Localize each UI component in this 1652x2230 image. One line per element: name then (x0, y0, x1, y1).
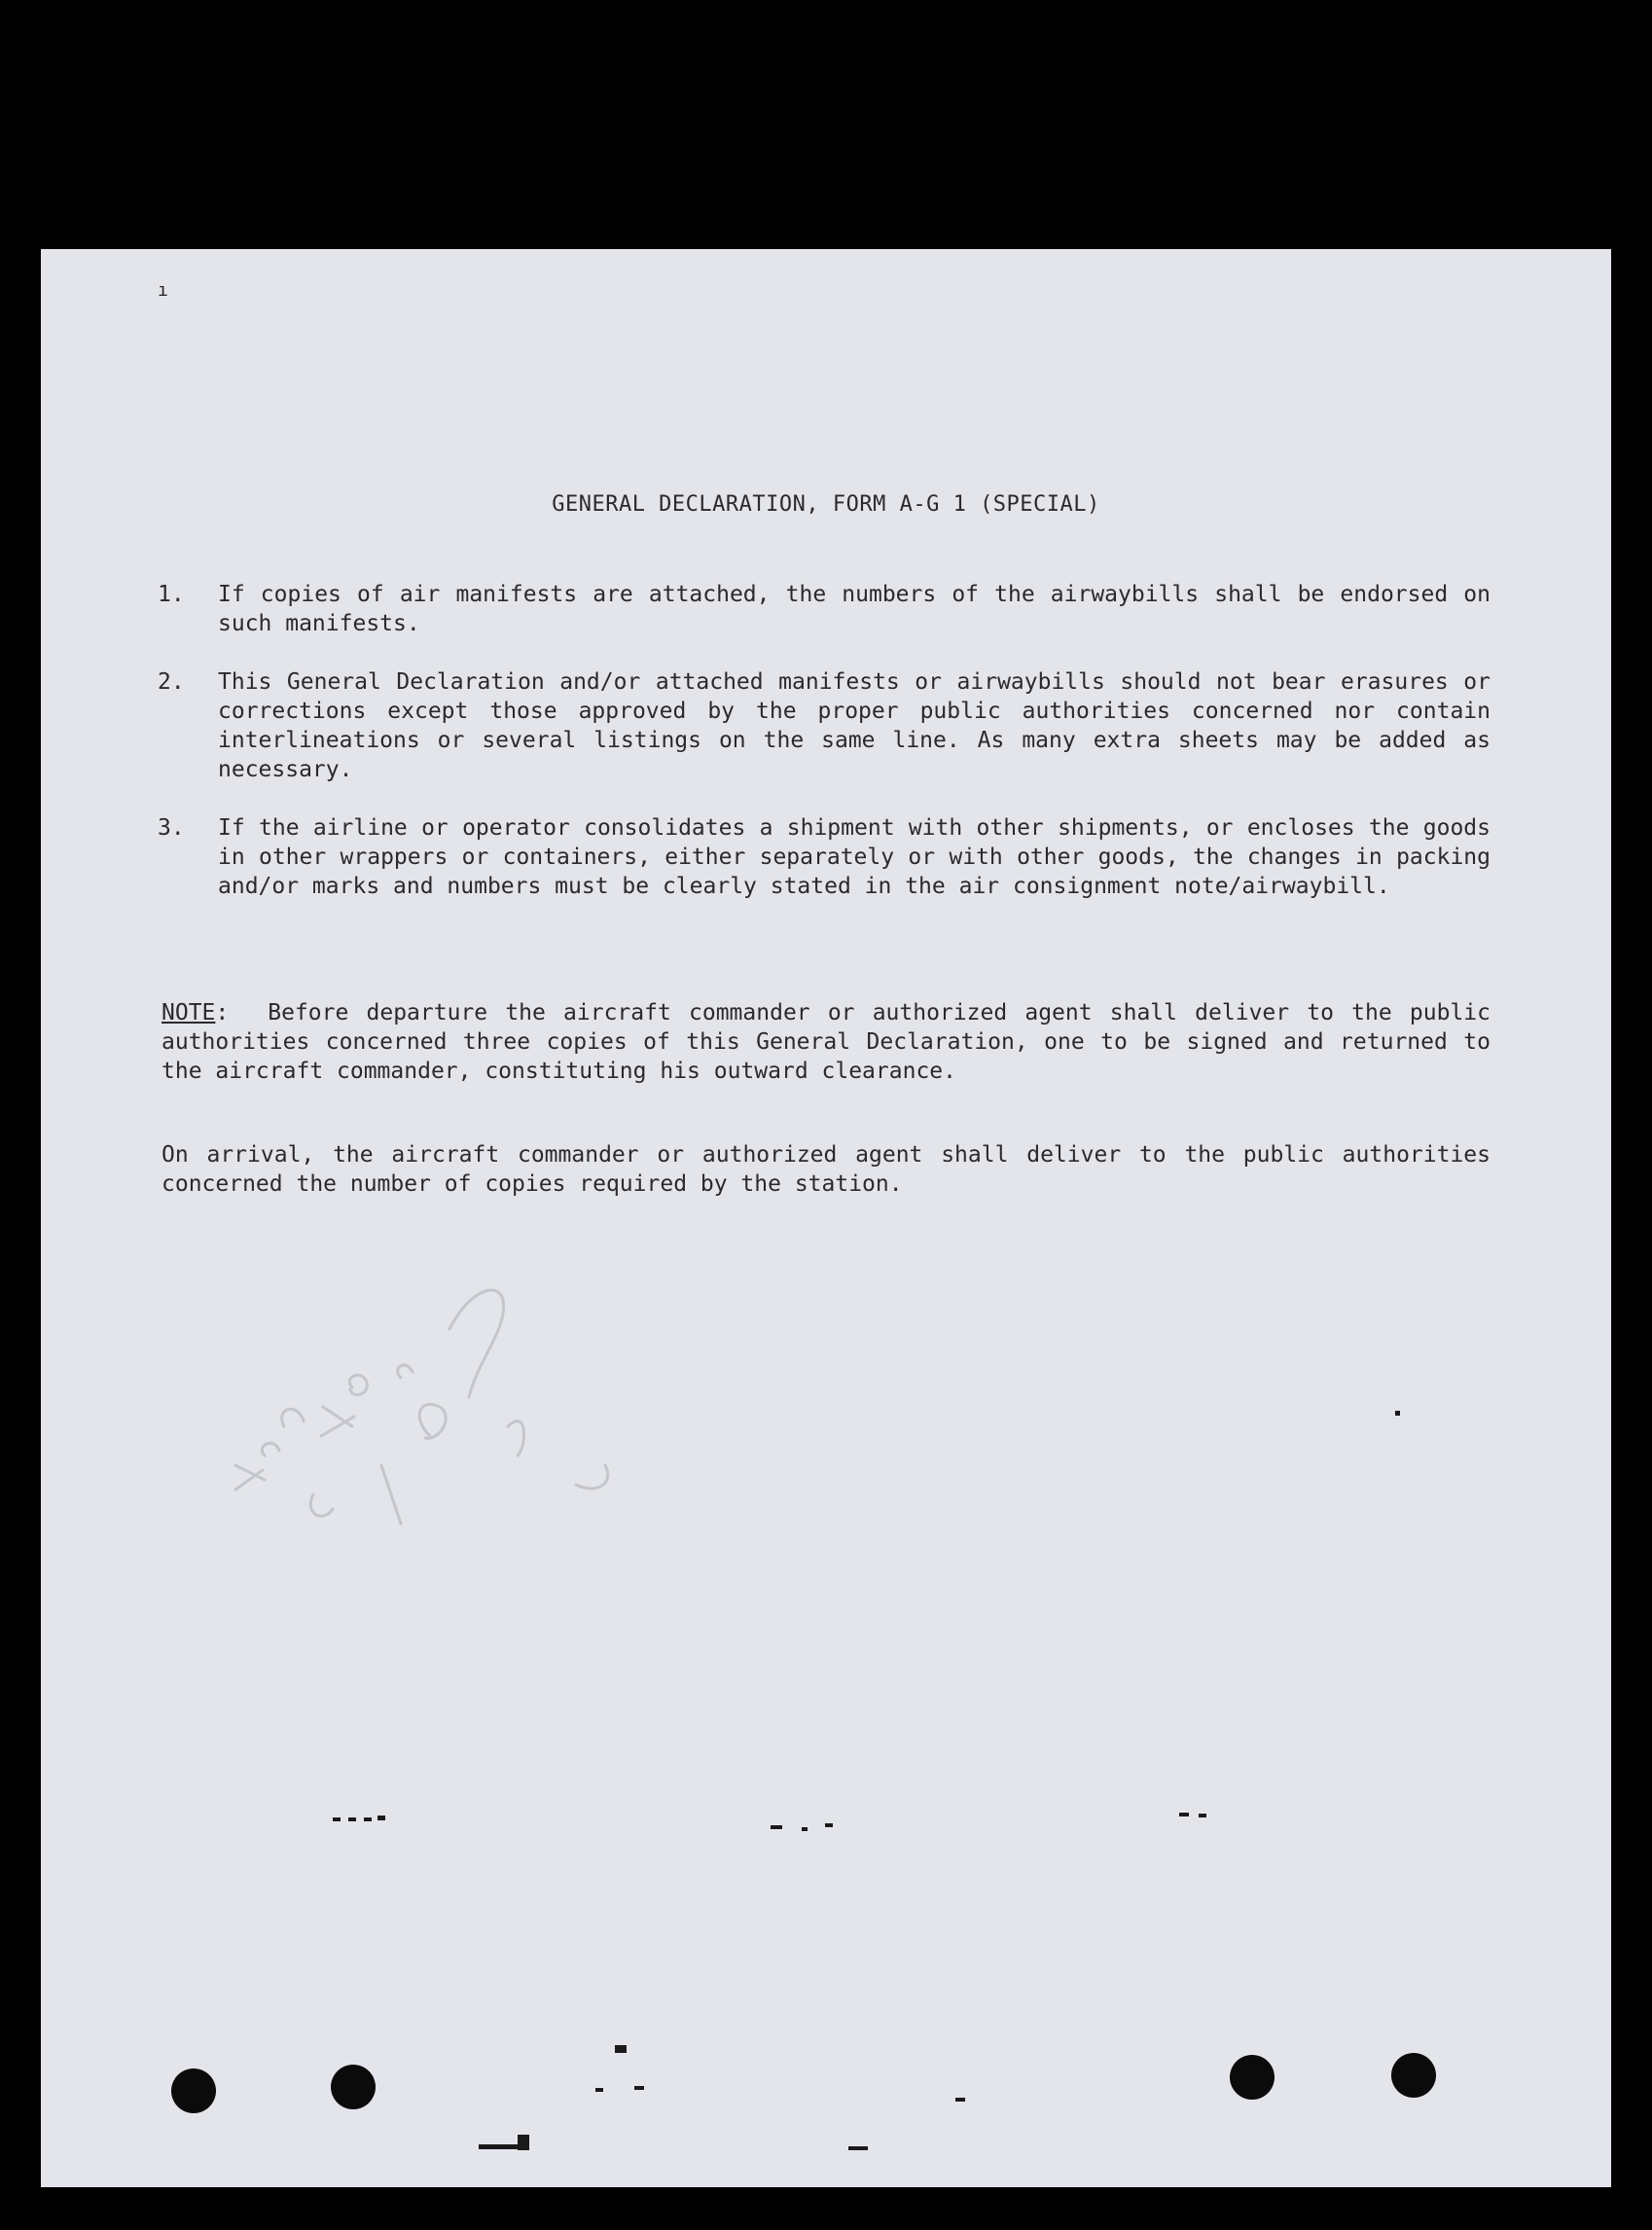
speck (955, 2098, 965, 2102)
note-label: NOTE (162, 1000, 216, 1025)
speck (1199, 1814, 1206, 1817)
document-title: GENERAL DECLARATION, FORM A-G 1 (SPECIAL) (552, 492, 1100, 517)
punch-hole (171, 2068, 216, 2113)
pencil-marks (206, 1271, 673, 1601)
list-item (158, 580, 1490, 638)
speck (348, 1817, 356, 1821)
punch-hole (331, 2065, 376, 2109)
note-colon: : (215, 1000, 230, 1025)
speck (1395, 1411, 1400, 1416)
list-item (158, 667, 1490, 784)
speck (1179, 1813, 1189, 1816)
speck (333, 1817, 341, 1821)
item-number: 3. (158, 815, 185, 841)
speck (377, 1816, 385, 1820)
item-text: This General Declaration and/or attached manifests or airwaybills should not bear erasures or corrections except those approved by the proper public authorities concerned nor contain interlineations or several listings on the same line. As many extra sheets may be added as necessary. (218, 669, 1490, 782)
punch-hole (1391, 2053, 1436, 2098)
speck (825, 1823, 833, 1827)
speck (771, 1825, 782, 1829)
item-number: 2. (158, 669, 185, 695)
speck (479, 2144, 518, 2149)
list-item (158, 813, 1490, 901)
item-number: 1. (158, 582, 185, 607)
item-text: If copies of air manifests are attached, the numbers of the airwaybills shall be endorsed on such manifests. (218, 582, 1490, 636)
note-text: Before departure the aircraft commander or authorized agent shall deliver to the public authorities concerned three copies of this General Declaration, one to be signed and returned to the aircraft commander, constituting his outward clearance. (162, 1000, 1490, 1084)
speck (595, 2088, 603, 2092)
speck (802, 1827, 808, 1831)
speck (634, 2086, 644, 2090)
item-text: If the airline or operator consolidates a shipment with other shipments, or encloses the goods in other wrappers or containers, either separately or with other goods, the changes in packing and/or marks and numbers must be clearly stated in the air consignment note/airwaybill. (218, 815, 1490, 899)
punch-hole (1230, 2055, 1275, 2100)
speck (848, 2146, 868, 2150)
instructions-list (158, 580, 1490, 930)
document-page (41, 249, 1611, 2187)
arrival-paragraph: On arrival, the aircraft commander or authorized agent shall deliver to the public authorities concerned the number of copies required by the station. (162, 1142, 1490, 1197)
speck (615, 2045, 627, 2053)
speck (364, 1817, 372, 1821)
speck (518, 2135, 529, 2150)
note-paragraph (162, 998, 1490, 1086)
page-mark: ı (158, 280, 168, 301)
